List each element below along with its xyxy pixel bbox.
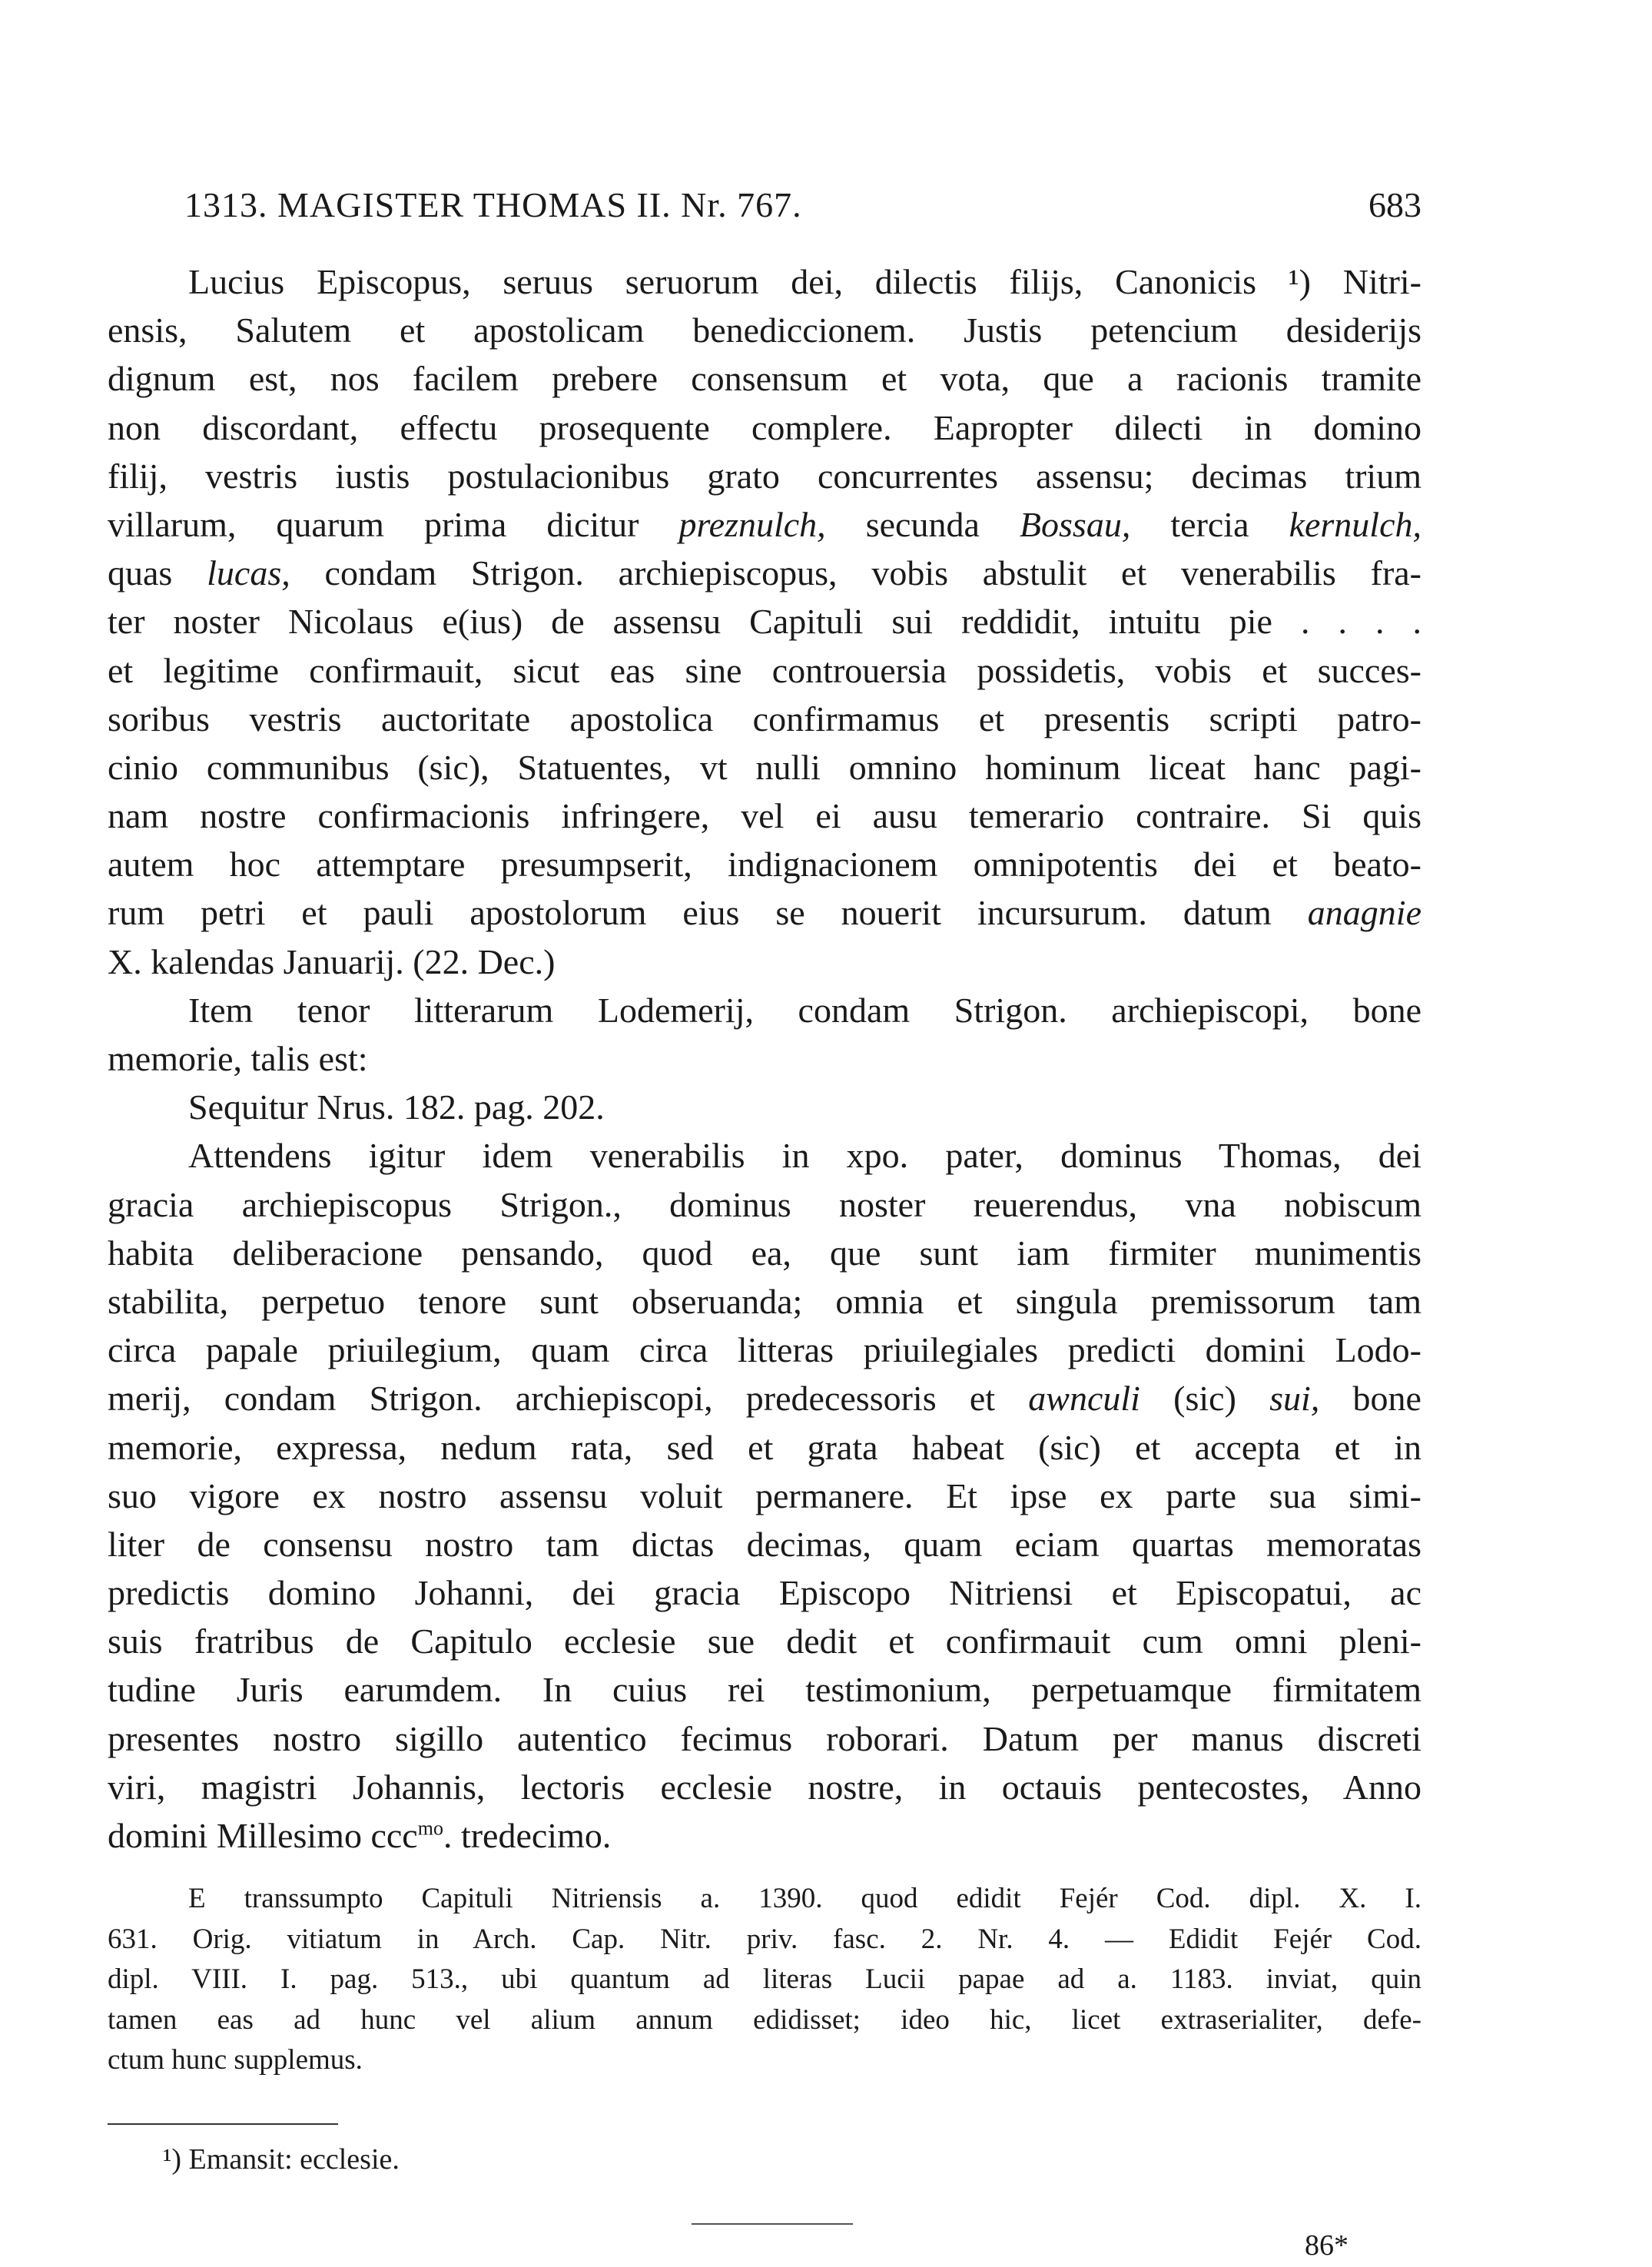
text-line: quas lucas, condam Strigon. archiepiscopus, vobis abstulit et venerabilis fra- (108, 553, 1421, 593)
text-line: viri, magistri Johannis, lectoris ecclesie nostre, in octauis pentecostes, Anno (108, 1767, 1421, 1807)
source-line: ctum hunc supplemus. (108, 2044, 363, 2076)
text-line: cinio communibus (sic), Statuentes, vt nulli omnino hominum liceat hanc pagi- (108, 747, 1421, 787)
source-line: E transsumpto Capituli Nitriensis a. 1390. quod edidit Fejér Cod. dipl. X. I. (188, 1883, 1421, 1914)
text-line: domini Millesimo ccc$^{mo}$. tredecimo. (108, 1816, 612, 1855)
charter-text (108, 257, 1421, 1860)
text-line: tudine Juris earumdem. In cuius rei testimonium, perpetuamque firmitatem (108, 1670, 1421, 1710)
text-line: et legitime confirmauit, sicut eas sine controuersia possidetis, vobis et succes- (108, 650, 1421, 690)
text-line: non discordant, effectu prosequente complere. Eapropter dilecti in domino (108, 407, 1421, 447)
text-line: Lucius Episcopus, seruus seruorum dei, dilectis filijs, Canonicis ¹) Nitri- (188, 262, 1421, 301)
text-line: stabilita, perpetuo tenore sunt obseruanda; omnia et singula premissorum tam (108, 1281, 1421, 1321)
source-line: dipl. VIII. I. pag. 513., ubi quantum ad literas Lucii papae ad a. 1183. inviat, quin (108, 1963, 1421, 1995)
text-line: liter de consensu nostro tam dictas decimas, quam eciam quartas memoratas (108, 1524, 1421, 1564)
text-line: soribus vestris auctoritate apostolica confirmamus et presentis scripti patro- (108, 699, 1421, 739)
text-line: predictis domino Johanni, dei gracia Episcopo Nitriensi et Episcopatui, ac (108, 1573, 1421, 1613)
text-line: rum petri et pauli apostolorum eius se nouerit incursurum. datum anagnie (108, 893, 1421, 933)
text-line: ensis, Salutem et apostolicam benediccionem. Justis petencium desiderijs (108, 310, 1421, 350)
text-line: nam nostre confirmacionis infringere, vel ei ausu temerario contraire. Si quis (108, 796, 1421, 836)
running-title: 1313. MAGISTER THOMAS II. Nr. 767. (184, 185, 802, 224)
running-header (108, 184, 1421, 231)
text-line: merij, condam Strigon. archiepiscopi, predecessoris et awnculi (sic) sui, bone (108, 1379, 1421, 1419)
text-line: Attendens igitur idem venerabilis in xpo. pater, dominus Thomas, dei (188, 1136, 1421, 1176)
text-line: filij, vestris iustis postulacionibus grato concurrentes assensu; decimas trium (108, 456, 1421, 496)
text-line: suis fratribus de Capitulo ecclesie sue dedit et confirmauit cum omni pleni- (108, 1621, 1421, 1661)
text-line: memorie, expressa, nedum rata, sed et grata habeat (sic) et accepta et in (108, 1427, 1421, 1467)
text-line: habita deliberacione pensando, quod ea, que sunt iam firmiter munimentis (108, 1233, 1421, 1273)
signature-rule (692, 2223, 853, 2225)
text-line: presentes nostro sigillo autentico fecimus roborari. Datum per manus discreti (108, 1718, 1421, 1758)
footnote-separator (108, 2123, 338, 2125)
text-line: ter noster Nicolaus e(ius) de assensu Capituli sui reddidit, intuitu pie . . . . (108, 602, 1421, 642)
text-line: villarum, quarum prima dicitur preznulch, secunda Bossau, tercia kernulch, (108, 504, 1421, 544)
source-line: 631. Orig. vitiatum in Arch. Cap. Nitr. priv. fasc. 2. Nr. 4. — Edidit Fejér Cod. (108, 1923, 1421, 1955)
text-line: dignum est, nos facilem prebere consensum et vota, que a racionis tramite (108, 359, 1421, 399)
text-line: Item tenor litterarum Lodemerij, condam Strigon. archiepiscopi, bone (188, 990, 1421, 1030)
signature-mark: 86* (1305, 2229, 1348, 2262)
text-line: Sequitur Nrus. 182. pag. 202. (188, 1087, 605, 1127)
page-number: 683 (1368, 185, 1421, 224)
footnote: ¹) Emansit: ecclesie. (163, 2143, 400, 2176)
text-line: circa papale priuilegium, quam circa litteras priuilegiales predicti domini Lodo- (108, 1330, 1421, 1370)
text-line: suo vigore ex nostro assensu voluit permanere. Et ipse ex parte sua simi- (108, 1475, 1421, 1515)
text-line: X. kalendas Januarij. (22. Dec.) (108, 941, 556, 981)
source-note (108, 1879, 1421, 2081)
source-line: tamen eas ad hunc vel alium annum edidisset; ideo hic, licet extraserialiter, defe- (108, 2003, 1421, 2036)
text-line: gracia archiepiscopus Strigon., dominus noster reuerendus, vna nobiscum (108, 1184, 1421, 1224)
text-line: memorie, talis est: (108, 1039, 368, 1078)
text-line: autem hoc attemptare presumpserit, indignacionem omnipotentis dei et beato- (108, 845, 1421, 885)
